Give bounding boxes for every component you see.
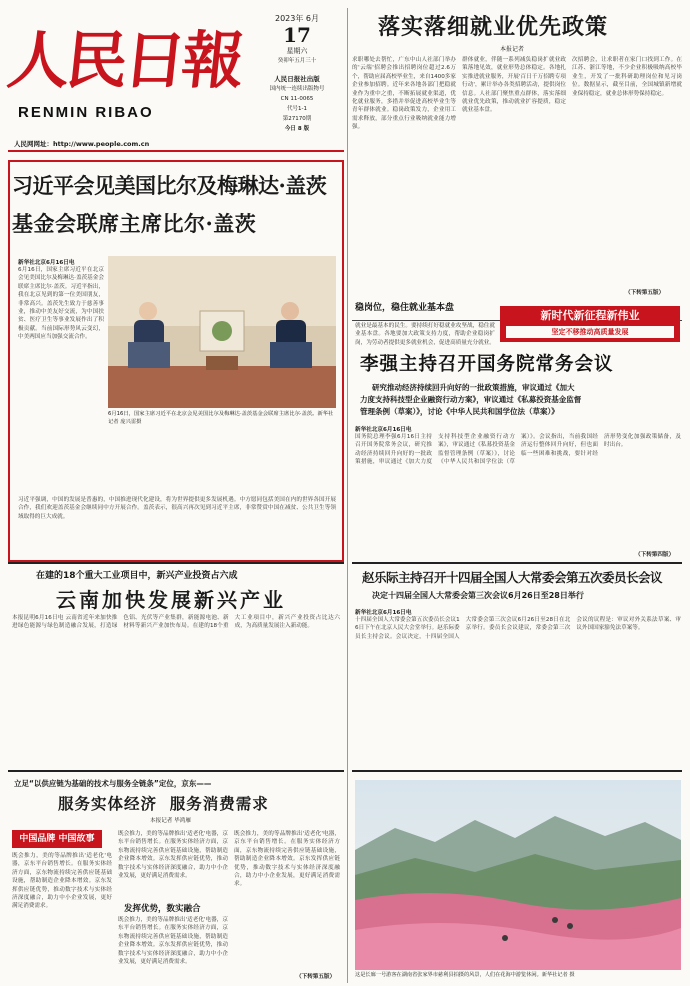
- top-headline: 落实落细就业优先政策: [378, 14, 609, 40]
- new-era-badge-subtitle: 坚定不移推动高质量发展: [506, 326, 674, 338]
- publisher: 人民日报社出版: [274, 75, 320, 83]
- date-day: 17: [283, 23, 311, 47]
- main-body-bottom: 习近平强调，中国的发展是普惠的，中国推进现代化建设，将为世界提供更多发展机遇。中方愿同包括美国在内的世界各国开展合作，我们欢迎盖茨基金会继续同中方开展合作。盖茨表示，很高兴再次见到习近平主席，非常赞赏中国在减贫、公共卫生等领域取得的巨大成就。: [18, 497, 336, 520]
- masthead-url[interactable]: 人民网网址：http://www.people.com.cn: [14, 140, 150, 148]
- yunnan-headline: 云南加快发展新兴产业: [56, 588, 286, 612]
- yunnan-text: 本报昆明6月16日电 云南省近年来加快推进绿色能源与绿色制造融合发展，打造绿色铝、光伏等产业集群，新能源电池、新材料等新兴产业加快布局。在建的18个重大工业项目中，新兴产业投资占比达六成，为高质量发展注入新动能。: [12, 615, 340, 630]
- top-headline-byline: 本报记者: [500, 46, 525, 53]
- code-1: 国内统一连续出版物号: [269, 86, 325, 92]
- yunnan-kicker: 在建的18个重大工业项目中，新兴产业投资占六成: [36, 571, 238, 581]
- landscape-caption: 这是长廊一号游客在湖南省张家界市慈利县拍摄的风景，人们在花海中游览休闲。新华社记者 摄: [355, 972, 575, 978]
- code-2: CN 11-0065: [280, 96, 314, 102]
- main-photo-caption: 6月16日，国家主席习近平在北京会见美国比尔及梅琳达·盖茨基金会联席主席比尔·盖茨。新华社记者 庞兴雷摄: [108, 411, 334, 425]
- new-era-badge: [500, 306, 680, 342]
- services-text-3: 既会推力，美的等品牌推出'适老化'电器，京东平台销售增长。在服务实体经济方面，京东物流持续完善供应链基础设施，帮助制造企业降本增效。京东发挥供应链优势，推动数字技术与实体经济深度融合，助力中小企业发展，更好满足消费需求。: [118, 917, 228, 966]
- column-divider-main: [347, 8, 348, 983]
- li-qiang-text: 国务院总理李强6月16日主持召开国务院常务会议，研究推动经济持续回升向好的一批政策措施，审议通过《加大力度支持科技型企业融资行动方案》，审议通过《私募投资基金监督管理条例（草案）》，讨论《中华人民共和国学位法（草案）》。会议指出，当前我国经济运行整体回升向好，但也面临一些困难和挑战，要针对经济形势变化加强政策储备，及时出台。: [355, 434, 681, 466]
- npc-sub: 决定十四届全国人大常委会第三次会议6月26日至28日举行: [372, 591, 584, 600]
- services-continue: （下转第五版）: [296, 974, 336, 980]
- top-story-continue: （下转第五版）: [625, 290, 665, 296]
- services-text-2: 既会推力，美的等品牌推出'适老化'电器，京东平台销售增长。在服务实体经济方面，京东物流持续完善供应链基础设施，帮助制造企业降本增效。京东发挥供应链优势，推动数字技术与实体经济深度融合，助力中小企业发展，更好满足消费需求。: [118, 831, 228, 880]
- main-headline-line2: 基金会联席主席比尔·盖茨: [12, 211, 257, 236]
- page-count: 今日 8 版: [284, 126, 310, 132]
- services-headline: 服务实体经济 服务消费需求: [58, 794, 269, 813]
- li-qiang-continue: （下转第四版）: [635, 552, 675, 558]
- masthead-pinyin: RENMIN RIBAO: [18, 104, 154, 121]
- npc-dateline: 新华社北京6月16日电: [355, 610, 412, 616]
- side-title: 稳岗位，稳住就业基本盘: [355, 303, 455, 313]
- top-story-col-1: 求职哪处去帮忙，广东中山人社部门举办的'云端'招聘会推出招聘岗位超过2.6万个，帮助应届高校毕业生，来自1400多家企业参加招聘。近年来各地各部门把稳就业作为重中之重，不断拓展就业渠道，优化就业服务，多措并举促进高校毕业生等青年群体就业。稳岗政策发力，企业用工需求释放，部分重点行业吸纳就业能力增强。: [352, 57, 456, 131]
- li-qiang-sub-3: 管理条例（草案）》，讨论《中华人民共和国学位法（草案）》: [360, 407, 559, 416]
- code-3: 代号1-1: [287, 106, 307, 112]
- mid-divider-left: [8, 562, 344, 564]
- landscape-photo: [355, 780, 681, 970]
- mid-divider-right: [352, 562, 682, 564]
- masthead-divider: [8, 150, 344, 152]
- lower-divider-left: [8, 770, 344, 772]
- main-photo: [108, 256, 336, 408]
- date-year-month: 2023年 6月: [275, 14, 319, 23]
- top-story-col-3: 次招聘会，让求职者在家门口找到工作。在江苏、浙江等地，不少企业积极吸纳高校毕业生，开发了一批科研助理岗位和见习岗位。数据显示，截至目前，全国城镇新增就业保持稳定，就业总体形势保持稳定。: [572, 57, 682, 97]
- date-lunar: 癸卯年五月三十: [277, 58, 317, 64]
- li-qiang-sub-1: 研究推动经济持续回升向好的一批政策措施，审议通过《加大: [372, 383, 575, 392]
- npc-headline: 赵乐际主持召开十四届全国人大常委会第五次委员长会议: [362, 570, 663, 585]
- main-headline-line1: 习近平会见美国比尔及梅琳达·盖茨: [12, 173, 327, 198]
- date-box: [252, 14, 342, 134]
- main-body-left: 6月16日，国家主席习近平在北京会见美国比尔及梅琳达·盖茨基金会联席主席比尔·盖茨。习近平指出，我在北京见到的第一位美国朋友，非常高兴。盖茨先生致力于慈善事业，推动中美友好交流，为中国扶贫、医疗卫生等事业发展作出了积极贡献。当前国际形势风云变幻，中美两国应当加强交流合作。: [18, 267, 104, 341]
- issue-number: 第27170期: [282, 116, 312, 122]
- li-qiang-dateline: 新华社北京6月16日电: [355, 427, 412, 433]
- services-kicker: 立足“以供应链为基础的技术与服务全链条”定位，京东——: [14, 779, 212, 788]
- top-story-col-2: 群体就业，伴随一系列减负稳岗扩就业政策落地见效，就业形势总体稳定。各地扎实推进就业服务，开展'百日千万招聘专项行动'，累计举办各类招聘活动，提供岗位信息。人社部门聚焦重点群体，落实落细就业优先政策，推动就业扩容提质，稳定就业基本盘。: [462, 57, 566, 114]
- new-era-badge-title: 新时代新征程新伟业: [540, 309, 640, 322]
- li-qiang-headline: 李强主持召开国务院常务会议: [360, 354, 614, 375]
- masthead-title: 人民日報: [4, 24, 244, 97]
- services-text-4: 既会推力，美的等品牌推出'适老化'电器，京东平台销售增长。在服务实体经济方面，京东物流持续完善供应链基础设施，帮助制造企业降本增效。京东发挥供应链优势，推动数字技术与实体经济深度融合，助力中小企业发展，更好满足消费需求。: [234, 831, 340, 888]
- date-weekday: 星期六: [286, 47, 308, 55]
- li-qiang-sub-2: 力度支持科技型企业融资行动方案》，审议通过《私募投资基金监督: [360, 395, 582, 404]
- services-subhead: 发挥优势，数实融合: [124, 904, 201, 914]
- services-byline: 本报记者 毕鸿雁: [150, 818, 191, 824]
- lower-divider-right: [352, 770, 682, 772]
- landscape-photo-illustration: [355, 780, 681, 970]
- side-text: 就业是最基本的民生。要持续打好稳就业攻坚战，稳住就业基本盘。各地要加大政策支持力度，帮助企业稳岗扩岗，为劳动者提供更多就业机会，促进高质量充分就业。: [355, 323, 495, 346]
- services-text-1: 既会推力，美的等品牌推出'适老化'电器，京东平台销售增长。在服务实体经济方面，京东物流持续完善供应链基础设施，帮助制造企业降本增效。京东发挥供应链优势，推动数字技术与实体经济深度融合，助力中小企业发展，更好满足消费需求。: [12, 853, 112, 910]
- main-dateline: 新华社北京6月16日电: [18, 260, 75, 266]
- brand-badge: 中国品牌 中国故事: [12, 830, 102, 848]
- npc-text: 十四届全国人大常委会第五次委员长会议16日下午在北京人民大会堂举行。赵乐际委员长主持会议。会议决定，十四届全国人大常委会第三次会议6月26日至28日在北京举行。委员长会议建议，常委会第三次会议的议程是：审议对外关系法草案、审议外国国家豁免法草案等。: [355, 617, 681, 640]
- main-photo-illustration: [108, 256, 336, 408]
